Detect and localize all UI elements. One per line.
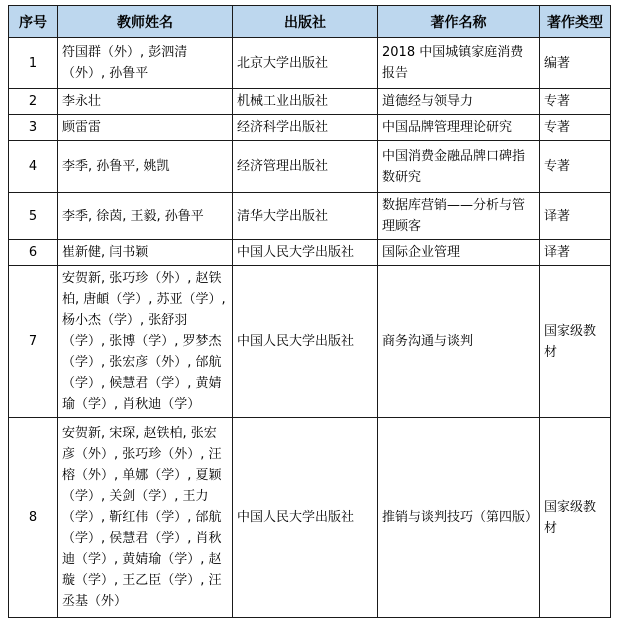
cell-title: 道德经与领导力: [378, 89, 540, 115]
cell-type: 国家级教材: [540, 418, 611, 618]
table-row: [9, 141, 611, 193]
cell-teachers: 安贺新, 张巧珍（外）, 赵铁柏, 唐頔（学）, 苏亚（学）, 杨小杰（学）, 张舒羽（学）, 张博（学）, 罗梦杰（学）, 张宏彦（外）, 邰航（学）, 候慧君（学）, 黄婧瑜（学）, 肖秋迪（学）: [58, 266, 233, 418]
cell-teachers: 李季, 徐茵, 王毅, 孙鲁平: [58, 193, 233, 240]
cell-type: 译著: [540, 240, 611, 266]
col-header-type: 著作类型: [540, 6, 611, 38]
cell-type: 编著: [540, 38, 611, 89]
cell-no: 3: [9, 115, 58, 141]
cell-type: 专著: [540, 141, 611, 193]
cell-title: 2018 中国城镇家庭消费报告: [378, 38, 540, 89]
cell-no: 7: [9, 266, 58, 418]
cell-publisher: 经济科学出版社: [233, 115, 378, 141]
table-row: [9, 115, 611, 141]
cell-publisher: 中国人民大学出版社: [233, 266, 378, 418]
cell-title: 推销与谈判技巧（第四版）: [378, 418, 540, 618]
table-row: [9, 38, 611, 89]
cell-type: 专著: [540, 115, 611, 141]
table-row: [9, 193, 611, 240]
cell-publisher: 经济管理出版社: [233, 141, 378, 193]
cell-type: 译著: [540, 193, 611, 240]
cell-no: 2: [9, 89, 58, 115]
cell-no: 4: [9, 141, 58, 193]
cell-no: 5: [9, 193, 58, 240]
cell-publisher: 机械工业出版社: [233, 89, 378, 115]
cell-publisher: 清华大学出版社: [233, 193, 378, 240]
col-header-teachers: 教师姓名: [58, 6, 233, 38]
col-header-title: 著作名称: [378, 6, 540, 38]
cell-type: 国家级教材: [540, 266, 611, 418]
cell-title: 中国消费金融品牌口碑指数研究: [378, 141, 540, 193]
cell-publisher: 中国人民大学出版社: [233, 418, 378, 618]
cell-teachers: 安贺新, 宋琛, 赵铁柏, 张宏彦（外）, 张巧珍（外）, 汪榕（外）, 单娜（学）, 夏颖（学）, 关剑（学）, 王力（学）, 靳红伟（学）, 邰航（学）, 侯慧君（学）, 肖秋迪（学）, 黄婧瑜（学）, 赵璇（学）, 王乙臣（学）, 汪丞基（外）: [58, 418, 233, 618]
cell-teachers: 李永壮: [58, 89, 233, 115]
table-row: [9, 240, 611, 266]
publications-table: [8, 5, 611, 618]
cell-teachers: 顾雷雷: [58, 115, 233, 141]
cell-type: 专著: [540, 89, 611, 115]
header-row: [9, 6, 611, 38]
cell-publisher: 北京大学出版社: [233, 38, 378, 89]
table-row: [9, 418, 611, 618]
col-header-publisher: 出版社: [233, 6, 378, 38]
cell-publisher: 中国人民大学出版社: [233, 240, 378, 266]
publications-table-container: [8, 5, 611, 618]
cell-no: 6: [9, 240, 58, 266]
cell-title: 数据库营销——分析与管理顾客: [378, 193, 540, 240]
cell-no: 1: [9, 38, 58, 89]
cell-title: 国际企业管理: [378, 240, 540, 266]
col-header-no: 序号: [9, 6, 58, 38]
cell-teachers: 符国群（外）, 彭泗清（外）, 孙鲁平: [58, 38, 233, 89]
cell-title: 中国品牌管理理论研究: [378, 115, 540, 141]
table-row: [9, 266, 611, 418]
cell-teachers: 李季, 孙鲁平, 姚凯: [58, 141, 233, 193]
cell-teachers: 崔新健, 闫书颖: [58, 240, 233, 266]
table-row: [9, 89, 611, 115]
cell-title: 商务沟通与谈判: [378, 266, 540, 418]
cell-no: 8: [9, 418, 58, 618]
